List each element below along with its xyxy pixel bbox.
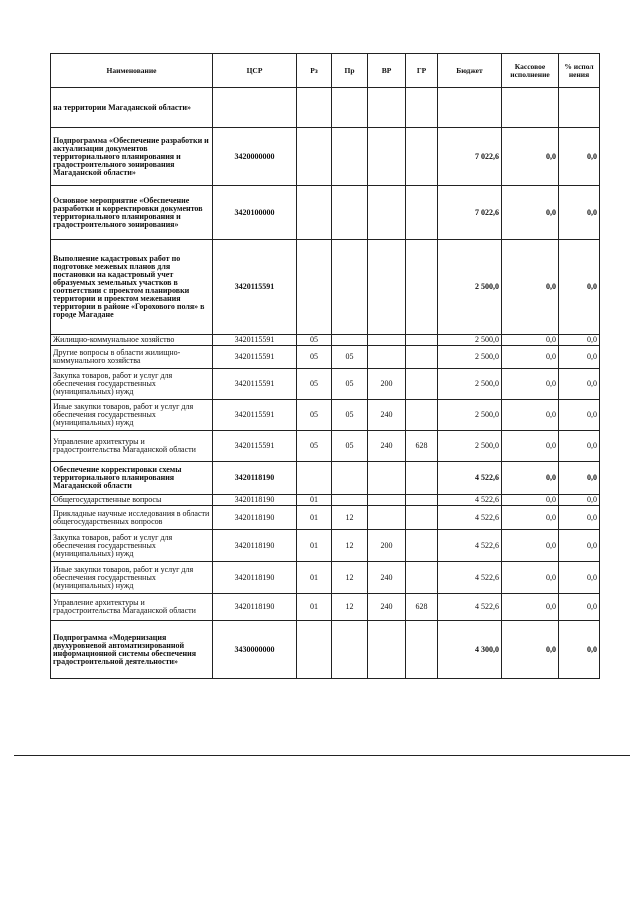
header-name: Наименование (51, 54, 213, 88)
row-pr: 05 (332, 369, 368, 400)
row-pr (332, 335, 368, 346)
row-cash: 0,0 (502, 369, 559, 400)
row-cash: 0,0 (502, 462, 559, 495)
row-vr: 200 (368, 369, 406, 400)
row-pct: 0,0 (559, 506, 600, 530)
header-vr: ВР (368, 54, 406, 88)
row-name: Подпрограмма «Обеспечение разработки и актуализации документов территориального планирования и градостроительного зонирования Магаданской области» (51, 128, 213, 186)
row-pr: 12 (332, 506, 368, 530)
row-pct: 0,0 (559, 462, 600, 495)
row-cash: 0,0 (502, 186, 559, 240)
row-budget: 4 522,6 (438, 462, 502, 495)
table-row (51, 495, 600, 506)
row-cash: 0,0 (502, 400, 559, 431)
row-pr (332, 240, 368, 335)
table-row (51, 562, 600, 594)
row-csr: 3420115591 (213, 335, 297, 346)
row-csr: 3420118190 (213, 495, 297, 506)
row-vr (368, 186, 406, 240)
table-row (51, 346, 600, 369)
row-pr: 12 (332, 594, 368, 621)
row-rz: 01 (297, 506, 332, 530)
row-csr: 3420118190 (213, 594, 297, 621)
row-cash: 0,0 (502, 240, 559, 335)
row-cash: 0,0 (502, 431, 559, 462)
row-rz (297, 128, 332, 186)
header-budget: Бюджет (438, 54, 502, 88)
row-pct: 0,0 (559, 369, 600, 400)
row-gr (406, 462, 438, 495)
row-budget: 2 500,0 (438, 369, 502, 400)
row-cash: 0,0 (502, 506, 559, 530)
row-budget: 2 500,0 (438, 431, 502, 462)
row-csr: 3420115591 (213, 400, 297, 431)
row-cash: 0,0 (502, 562, 559, 594)
row-budget: 2 500,0 (438, 335, 502, 346)
row-rz: 05 (297, 400, 332, 431)
row-rz (297, 462, 332, 495)
row-gr (406, 346, 438, 369)
row-vr (368, 128, 406, 186)
row-pct (559, 88, 600, 128)
row-name: Управление архитектуры и градостроительства Магаданской области (51, 431, 213, 462)
row-budget: 4 300,0 (438, 621, 502, 679)
row-csr: 3420115591 (213, 369, 297, 400)
budget-table (50, 53, 600, 679)
row-csr: 3420118190 (213, 506, 297, 530)
row-budget: 4 522,6 (438, 506, 502, 530)
row-gr (406, 530, 438, 562)
row-csr: 3420000000 (213, 128, 297, 186)
row-rz: 01 (297, 530, 332, 562)
row-rz: 05 (297, 369, 332, 400)
table-row (51, 369, 600, 400)
row-pct: 0,0 (559, 431, 600, 462)
row-pr: 05 (332, 431, 368, 462)
row-name: Закупка товаров, работ и услуг для обеспечения государственных (муниципальных) нужд (51, 369, 213, 400)
row-cash: 0,0 (502, 346, 559, 369)
row-name: Иные закупки товаров, работ и услуг для обеспечения государственных (муниципальных) нужд (51, 400, 213, 431)
row-name: Прикладные научные исследования в области общегосударственных вопросов (51, 506, 213, 530)
row-csr: 3420115591 (213, 346, 297, 369)
row-pr (332, 621, 368, 679)
row-budget: 7 022,6 (438, 128, 502, 186)
table-row (51, 594, 600, 621)
row-pr (332, 462, 368, 495)
table-row (51, 88, 600, 128)
row-pr: 12 (332, 562, 368, 594)
table-row (51, 431, 600, 462)
row-vr: 200 (368, 530, 406, 562)
header-cash: Кассовое исполнение (502, 54, 559, 88)
row-rz: 05 (297, 346, 332, 369)
row-pct: 0,0 (559, 240, 600, 335)
row-csr: 3430000000 (213, 621, 297, 679)
table-row (51, 506, 600, 530)
row-cash (502, 88, 559, 128)
row-budget: 4 522,6 (438, 495, 502, 506)
row-budget: 4 522,6 (438, 562, 502, 594)
row-csr: 3420118190 (213, 530, 297, 562)
row-rz (297, 240, 332, 335)
row-vr (368, 462, 406, 495)
row-rz: 01 (297, 495, 332, 506)
header-pct: % испол нения (559, 54, 600, 88)
page-footer-divider (14, 755, 630, 756)
row-budget: 4 522,6 (438, 594, 502, 621)
row-csr (213, 88, 297, 128)
row-vr (368, 240, 406, 335)
row-vr: 240 (368, 594, 406, 621)
row-pr (332, 128, 368, 186)
row-rz: 01 (297, 562, 332, 594)
row-budget: 2 500,0 (438, 346, 502, 369)
row-budget: 7 022,6 (438, 186, 502, 240)
row-gr (406, 335, 438, 346)
row-vr (368, 335, 406, 346)
row-pr (332, 186, 368, 240)
row-pr: 12 (332, 530, 368, 562)
row-pct: 0,0 (559, 400, 600, 431)
row-pr (332, 88, 368, 128)
table-row (51, 462, 600, 495)
row-vr (368, 346, 406, 369)
row-gr (406, 400, 438, 431)
row-gr (406, 495, 438, 506)
row-budget: 2 500,0 (438, 240, 502, 335)
row-vr: 240 (368, 431, 406, 462)
row-pr (332, 495, 368, 506)
row-csr: 3420115591 (213, 431, 297, 462)
header-gr: ГР (406, 54, 438, 88)
row-rz: 05 (297, 431, 332, 462)
row-csr: 3420100000 (213, 186, 297, 240)
row-vr (368, 621, 406, 679)
row-rz (297, 186, 332, 240)
row-rz (297, 621, 332, 679)
row-name: Иные закупки товаров, работ и услуг для обеспечения государственных (муниципальных) нужд (51, 562, 213, 594)
row-gr (406, 562, 438, 594)
row-gr (406, 88, 438, 128)
row-cash: 0,0 (502, 335, 559, 346)
row-pct: 0,0 (559, 128, 600, 186)
table-row (51, 400, 600, 431)
row-name: Обеспечение корректировки схемы территориального планирования Магаданской области (51, 462, 213, 495)
table-row (51, 530, 600, 562)
row-pct: 0,0 (559, 346, 600, 369)
row-gr (406, 621, 438, 679)
row-vr: 240 (368, 400, 406, 431)
row-name: на территории Магаданской области» (51, 88, 213, 128)
row-vr (368, 88, 406, 128)
row-csr: 3420118190 (213, 562, 297, 594)
row-cash: 0,0 (502, 621, 559, 679)
row-cash: 0,0 (502, 530, 559, 562)
table-row (51, 128, 600, 186)
table-row (51, 240, 600, 335)
row-name: Другие вопросы в области жилищно-коммунального хозяйства (51, 346, 213, 369)
row-name: Жилищно-коммунальное хозяйство (51, 335, 213, 346)
row-vr: 240 (368, 562, 406, 594)
row-pct: 0,0 (559, 530, 600, 562)
header-rz: Рз (297, 54, 332, 88)
row-cash: 0,0 (502, 128, 559, 186)
row-gr (406, 369, 438, 400)
row-budget (438, 88, 502, 128)
row-pct: 0,0 (559, 335, 600, 346)
row-pct: 0,0 (559, 562, 600, 594)
row-name: Подпрограмма «Модернизация двухуровневой автоматизированной информационной системы обеспечения градостроительной деятельности» (51, 621, 213, 679)
row-rz (297, 88, 332, 128)
table-header-row (51, 54, 600, 88)
table-body (51, 88, 600, 679)
row-csr: 3420115591 (213, 240, 297, 335)
row-gr (406, 128, 438, 186)
row-gr (406, 186, 438, 240)
row-cash: 0,0 (502, 495, 559, 506)
row-rz: 05 (297, 335, 332, 346)
row-pct: 0,0 (559, 594, 600, 621)
table-row (51, 186, 600, 240)
table-row (51, 335, 600, 346)
row-pct: 0,0 (559, 495, 600, 506)
row-name: Закупка товаров, работ и услуг для обеспечения государственных (муниципальных) нужд (51, 530, 213, 562)
row-gr: 628 (406, 594, 438, 621)
row-vr (368, 495, 406, 506)
row-gr (406, 240, 438, 335)
row-budget: 2 500,0 (438, 400, 502, 431)
row-name: Выполнение кадастровых работ по подготовке межевых планов для постановки на кадастровый учет образуемых земельных участков в соответствии с проектом планировки территории и проектом межевания территории в районе «Горохового поля» в городе Магадане (51, 240, 213, 335)
row-budget: 4 522,6 (438, 530, 502, 562)
row-gr (406, 506, 438, 530)
row-name: Основное мероприятие «Обеспечение разработки и корректировки документов территориального планирования и градостроительного зонирования» (51, 186, 213, 240)
row-rz: 01 (297, 594, 332, 621)
row-vr (368, 506, 406, 530)
header-pr: Пр (332, 54, 368, 88)
header-csr: ЦСР (213, 54, 297, 88)
row-pct: 0,0 (559, 186, 600, 240)
row-name: Управление архитектуры и градостроительства Магаданской области (51, 594, 213, 621)
row-pr: 05 (332, 346, 368, 369)
row-pct: 0,0 (559, 621, 600, 679)
table-row (51, 621, 600, 679)
row-gr: 628 (406, 431, 438, 462)
row-cash: 0,0 (502, 594, 559, 621)
row-name: Общегосударственные вопросы (51, 495, 213, 506)
row-csr: 3420118190 (213, 462, 297, 495)
row-pr: 05 (332, 400, 368, 431)
